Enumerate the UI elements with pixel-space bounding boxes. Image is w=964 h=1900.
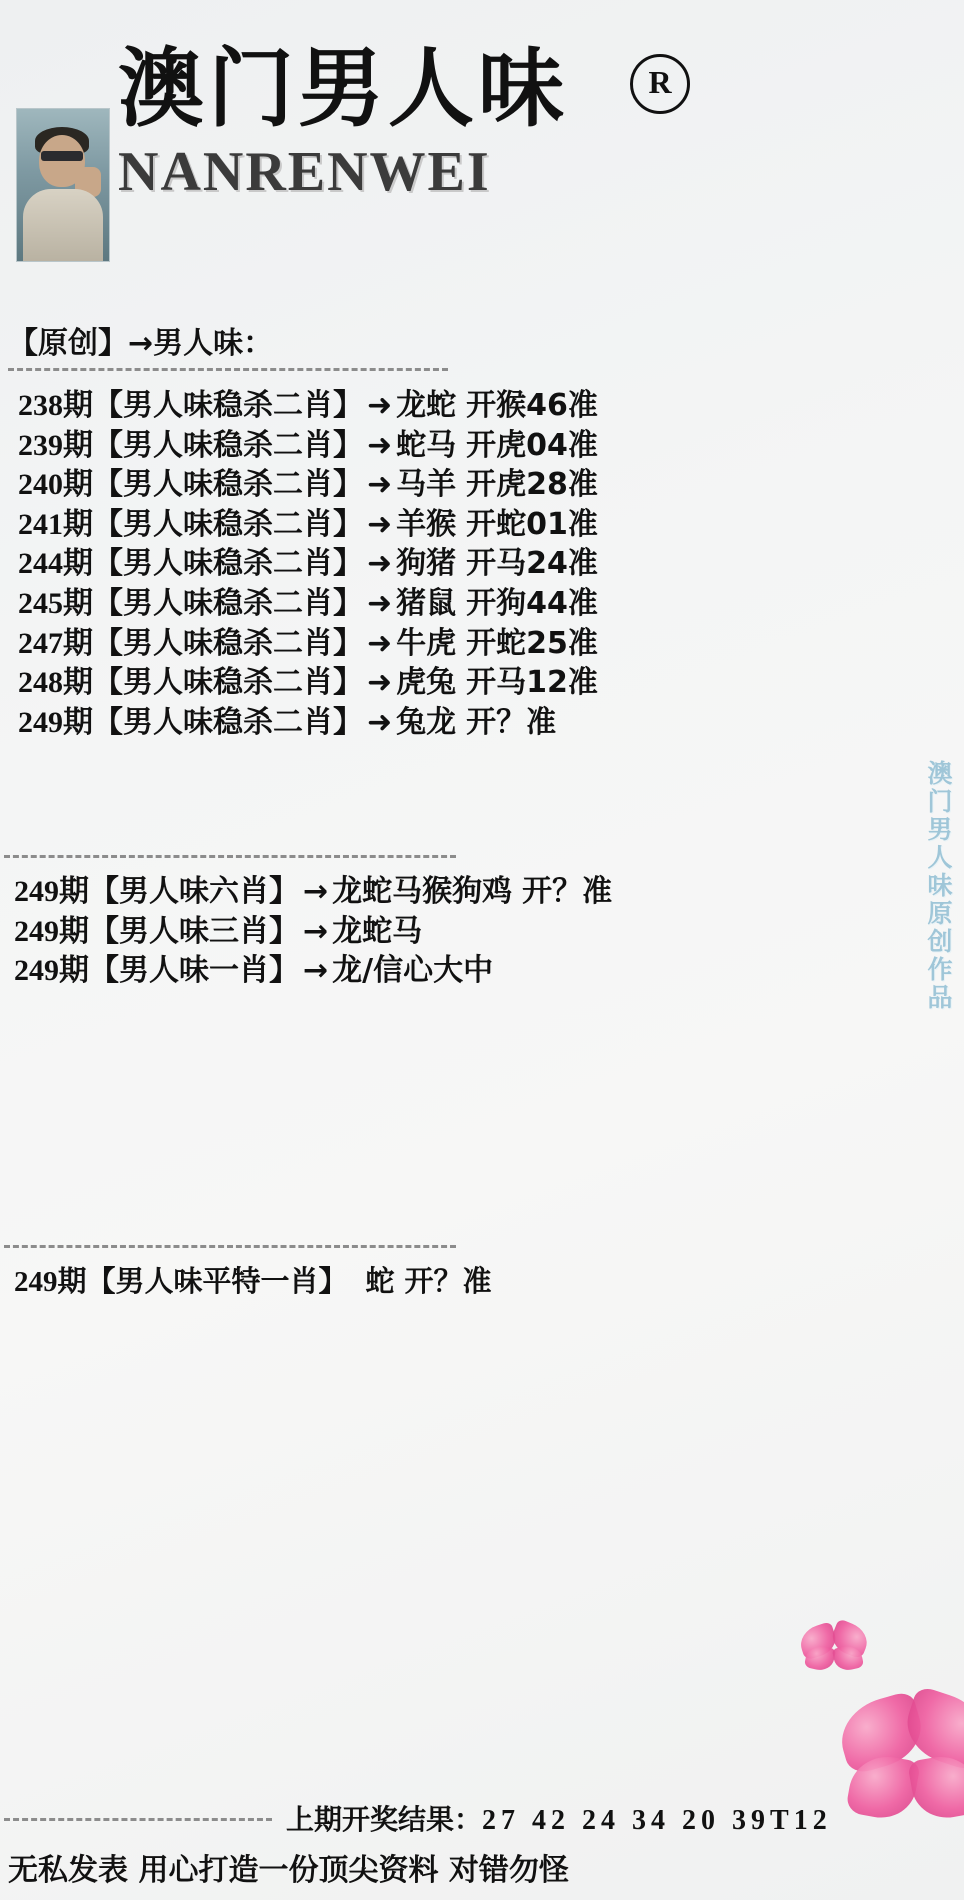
- avatar-body: [23, 189, 103, 261]
- issue-number: 249期: [18, 705, 93, 739]
- divider-lower: [4, 1245, 456, 1248]
- list-item: [18, 386, 898, 426]
- list-item: [18, 544, 898, 584]
- arrow-icon: ➜: [367, 388, 393, 423]
- item-label: 【男人味稳杀二肖】: [93, 585, 363, 621]
- butterfly-wing: [845, 1751, 921, 1824]
- item-result: 开蛇25准: [466, 625, 598, 661]
- arrow-icon: ➜: [367, 585, 393, 621]
- list-item: [18, 584, 898, 624]
- list-item: [18, 505, 898, 545]
- item-picks: 兔龙: [396, 704, 457, 740]
- item-label: 【男人味稳杀二肖】: [93, 427, 363, 463]
- arrow-icon: ➜: [367, 506, 393, 542]
- butterfly-icon-small: [800, 1620, 870, 1674]
- list-item: [14, 951, 914, 991]
- arrow-icon: ➜: [367, 427, 393, 463]
- item-result: 开？准: [466, 704, 557, 740]
- item-result: 开虎28准: [466, 467, 598, 503]
- list-item: [14, 872, 914, 912]
- item-label: 【男人味三肖】: [89, 913, 299, 949]
- arrow-icon: ➜: [367, 546, 393, 582]
- issue-number: 248期: [18, 666, 93, 700]
- tertiary-list: [14, 1262, 914, 1301]
- arrow-icon: ➜: [367, 704, 393, 740]
- header: [0, 0, 964, 300]
- arrow-icon: ➜: [367, 467, 393, 503]
- item-result: [422, 914, 432, 949]
- item-picks: 蛇马: [396, 427, 457, 463]
- item-result: 开狗44准: [466, 585, 598, 621]
- divider-middle: [4, 855, 456, 858]
- item-result: 开马12准: [466, 665, 598, 701]
- butterfly-wing: [907, 1751, 964, 1824]
- item-label: 【男人味稳杀二肖】: [93, 625, 363, 661]
- item-result: 开？准: [404, 1264, 492, 1298]
- butterfly-wing: [832, 1690, 929, 1776]
- main-list: [18, 386, 898, 742]
- item-picks: 马羊: [396, 467, 457, 503]
- item-result: 开猴46准: [466, 388, 598, 423]
- item-label: 【男人味稳杀二肖】: [93, 506, 363, 542]
- page-subtitle: NANRENWEI: [118, 141, 491, 204]
- item-picks: 龙/信心大中: [332, 953, 494, 989]
- title-block: [118, 39, 718, 204]
- item-result: 开马24准: [466, 546, 598, 582]
- item-result: [493, 953, 503, 988]
- section-label: 【原创】→男人味：: [8, 326, 274, 361]
- item-picks: 牛虎: [396, 625, 457, 661]
- item-label: 【男人味稳杀二肖】: [93, 388, 363, 423]
- item-result: 开蛇01准: [466, 506, 598, 542]
- item-result: 开？准: [522, 874, 613, 909]
- issue-number: 249期: [14, 914, 89, 948]
- butterfly-icon-large: [840, 1700, 964, 1850]
- list-item: [18, 703, 898, 743]
- item-picks: 蛇: [365, 1264, 395, 1298]
- item-label: 【男人味一肖】: [89, 953, 299, 989]
- arrow-icon: ➜: [367, 625, 393, 661]
- previous-draw-numbers: 27 42 24 34 20 39T12: [482, 1805, 832, 1836]
- avatar: [16, 108, 110, 262]
- item-picks: 龙蛇马: [332, 913, 423, 949]
- item-picks: 羊猴: [396, 506, 457, 542]
- issue-number: 241期: [18, 507, 93, 541]
- item-label: 【男人味稳杀二肖】: [93, 546, 363, 582]
- footer-slogan: 无私发表 用心打造一份顶尖资料 对错勿怪: [8, 1853, 569, 1888]
- page-title: 澳门男人味: [118, 39, 568, 139]
- list-item: [18, 426, 898, 466]
- item-label: 【男人味稳杀二肖】: [93, 704, 363, 740]
- item-label: 【男人味平特一肖】: [86, 1264, 348, 1298]
- list-item: [14, 1262, 914, 1301]
- butterfly-wing: [898, 1685, 964, 1773]
- issue-number: 238期: [18, 389, 93, 422]
- item-picks: 猪鼠: [396, 585, 457, 621]
- previous-draw-result: [286, 1798, 832, 1838]
- sunglasses-icon: [41, 151, 83, 161]
- issue-number: 245期: [18, 586, 93, 620]
- secondary-list: [14, 872, 914, 991]
- item-label: 【男人味稳杀二肖】: [93, 665, 363, 701]
- item-picks: 虎兔: [396, 665, 457, 701]
- arrow-icon: →: [303, 913, 329, 949]
- arrow-icon: →: [303, 874, 329, 909]
- item-result: 开虎04准: [466, 427, 598, 463]
- item-picks: 狗猪: [396, 546, 457, 582]
- divider-footer: [4, 1818, 272, 1821]
- butterfly-wing: [828, 1618, 873, 1659]
- item-picks: 龙蛇: [396, 388, 457, 423]
- vertical-watermark: 澳门男人味原创作品: [924, 760, 953, 1012]
- issue-number: 249期: [14, 954, 89, 988]
- issue-number: 240期: [18, 468, 93, 502]
- arrow-icon: →: [303, 953, 329, 989]
- issue-number: 249期: [14, 875, 89, 908]
- butterfly-wing: [796, 1621, 840, 1661]
- issue-number: 239期: [18, 428, 93, 462]
- item-picks: 龙蛇马猴狗鸡: [332, 874, 513, 909]
- list-item: [18, 465, 898, 505]
- arrow-icon: [348, 1264, 356, 1298]
- butterfly-wing: [804, 1643, 836, 1672]
- butterfly-wing: [832, 1643, 864, 1672]
- registered-trademark-icon: R: [630, 54, 690, 114]
- issue-number: 244期: [18, 547, 93, 581]
- arrow-icon: ➜: [367, 665, 393, 701]
- issue-number: 249期: [14, 1266, 87, 1298]
- list-item: [18, 663, 898, 703]
- previous-draw-label: 上期开奖结果：: [286, 1803, 483, 1836]
- list-item: [18, 624, 898, 664]
- list-item: [14, 912, 914, 952]
- item-label: 【男人味六肖】: [89, 874, 299, 909]
- issue-number: 247期: [18, 626, 93, 660]
- item-label: 【男人味稳杀二肖】: [93, 467, 363, 503]
- divider-top: [8, 368, 448, 371]
